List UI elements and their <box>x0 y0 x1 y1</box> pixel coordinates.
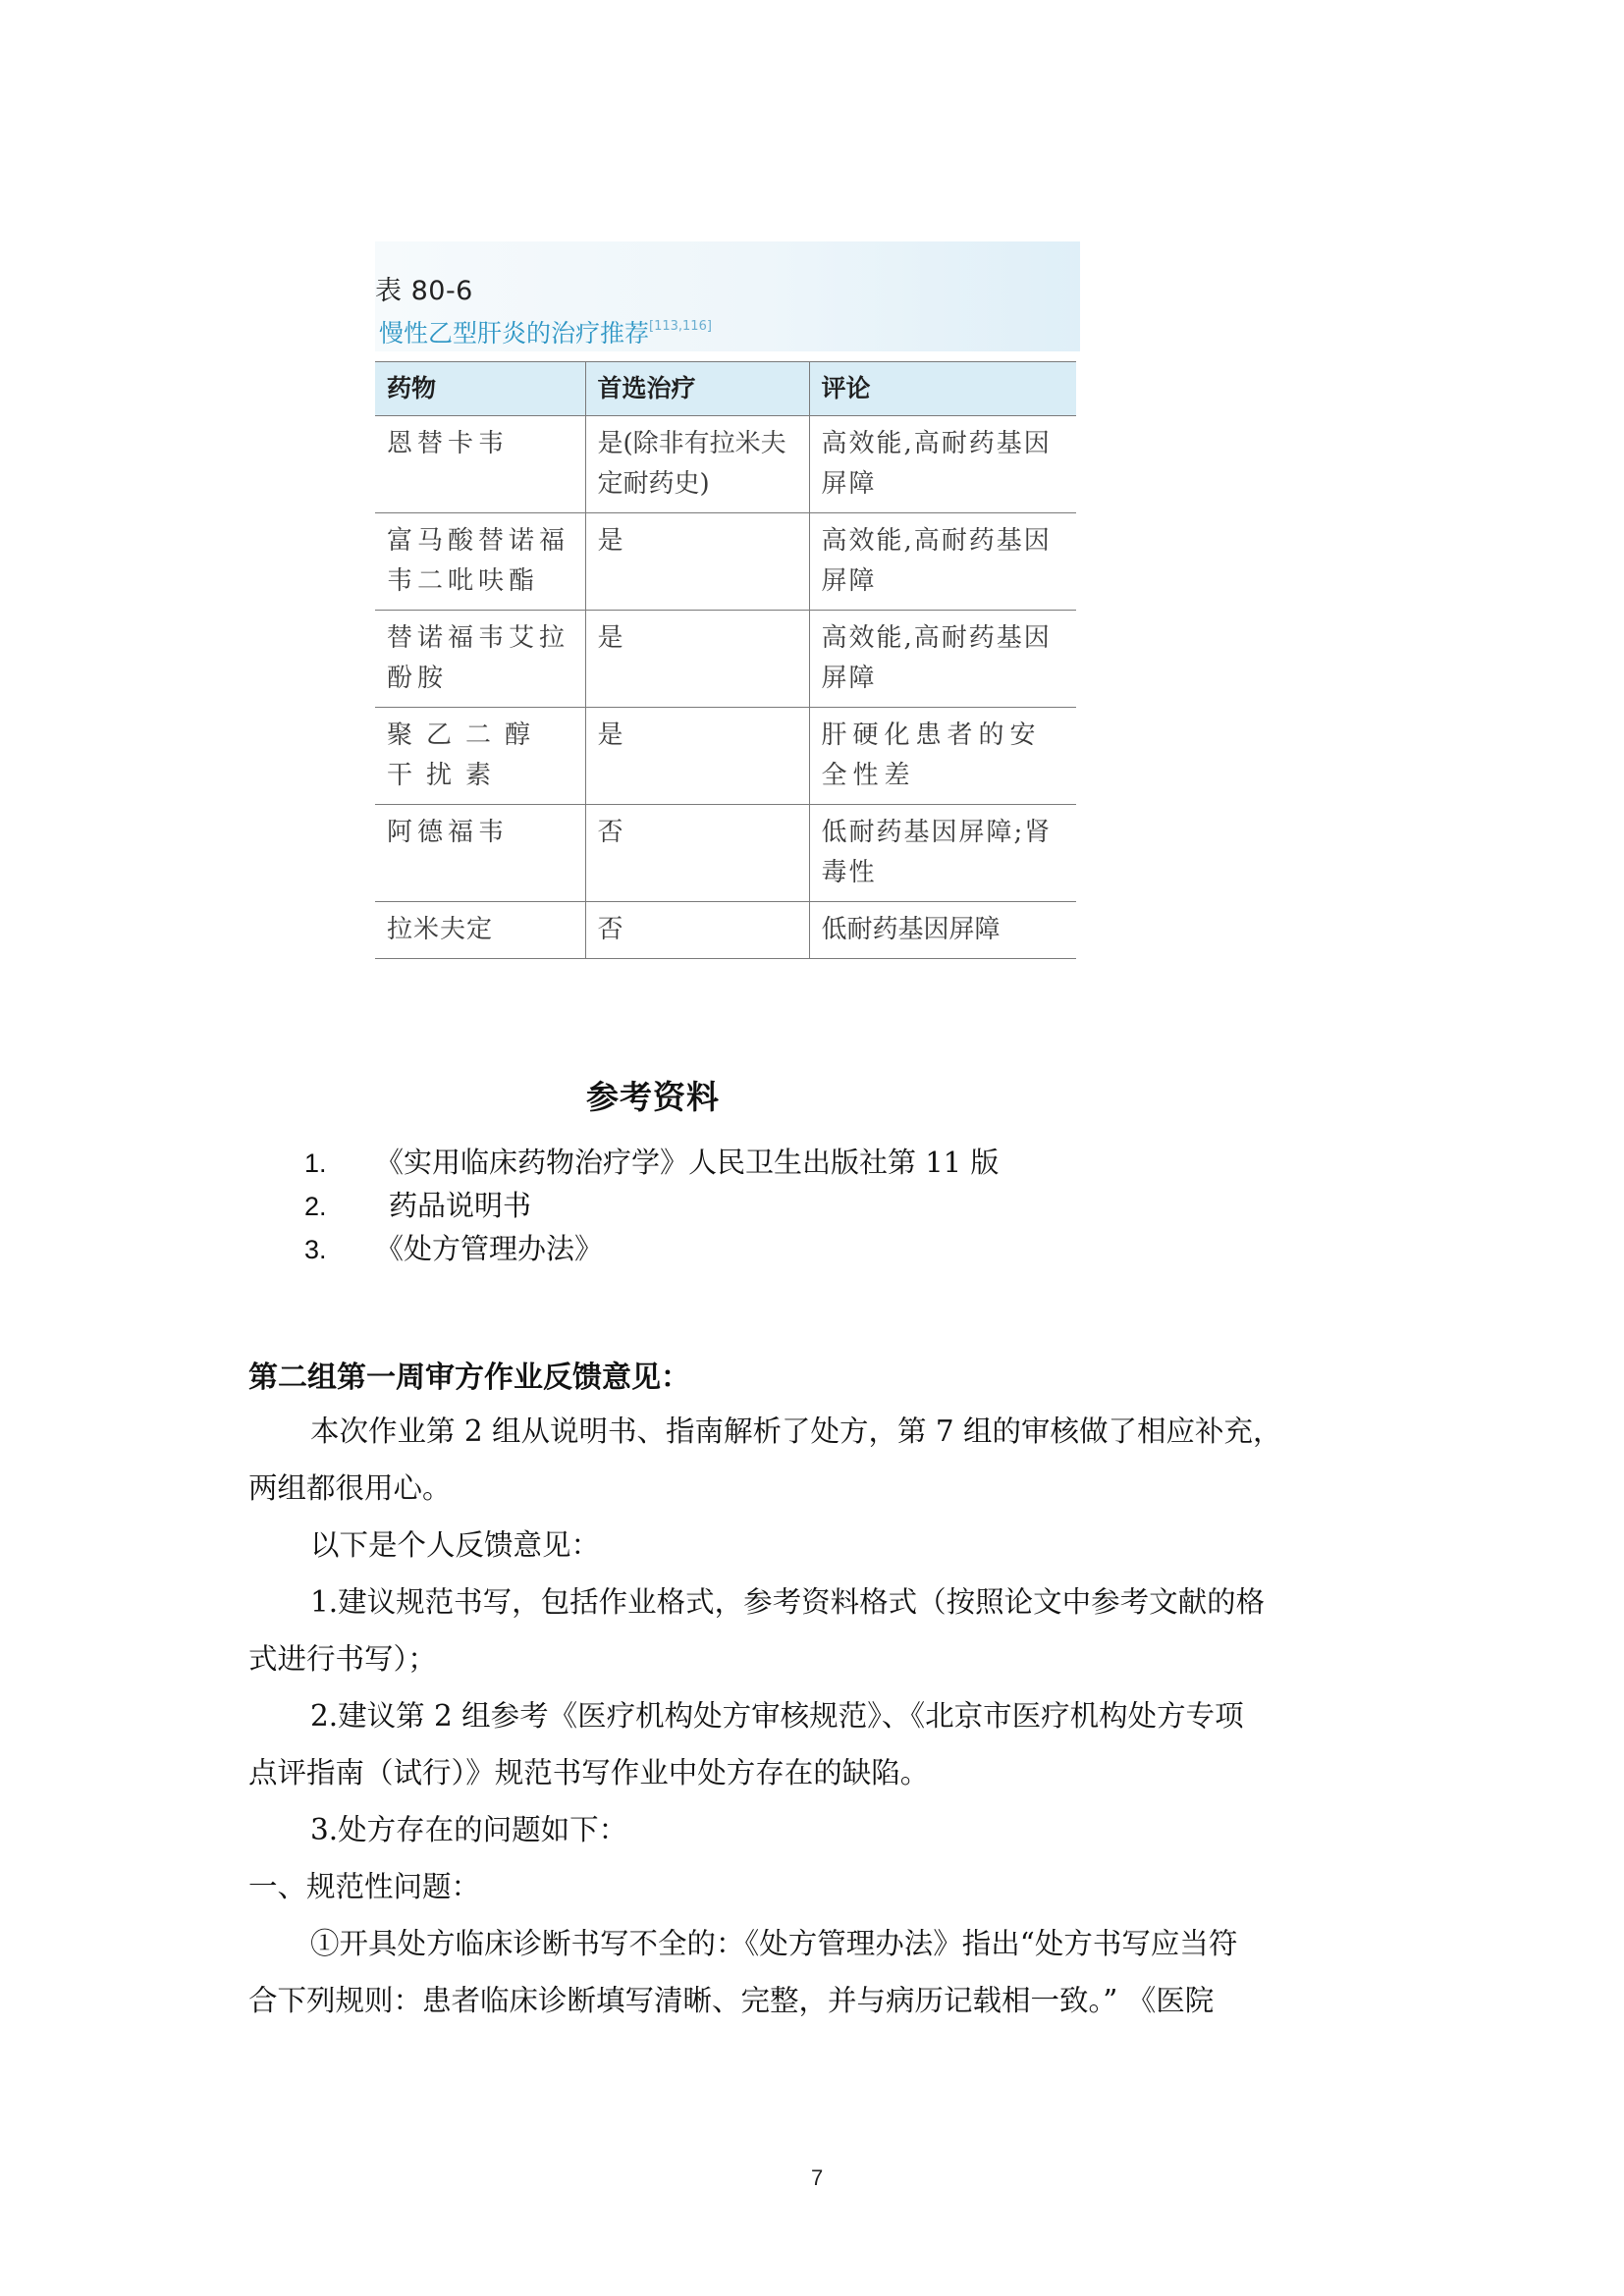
cell-drug: 拉米夫定 <box>375 902 585 959</box>
cell-first-line: 是 <box>585 513 809 611</box>
feedback-paragraph-4 <box>248 1687 1387 1801</box>
reference-number: 3. <box>304 1235 327 1264</box>
cell-comment: 肝硬化患者的安全性差 <box>809 708 1076 805</box>
reference-item <box>304 1227 999 1270</box>
text-line: ①开具处方临床诊断书写不全的：《处方管理办法》指出“处方书写应当符 <box>310 1927 1238 1960</box>
cell-comment: 高效能,高耐药基因屏障 <box>809 416 1076 513</box>
feedback-paragraph-7 <box>248 1915 1387 2029</box>
text-line: 式进行书写）； <box>248 1642 437 1676</box>
cell-drug: 富马酸替诺福韦二吡呋酯 <box>375 513 585 611</box>
text-line: 两组都很用心。 <box>248 1471 452 1505</box>
cell-drug: 阿德福韦 <box>375 805 585 902</box>
cell-comment: 低耐药基因屏障;肾毒性 <box>809 805 1076 902</box>
text-line: 以下是个人反馈意见： <box>310 1528 601 1562</box>
reference-number: 1. <box>304 1148 327 1178</box>
feedback-paragraph-6 <box>248 1858 1387 1915</box>
reference-text: 药品说明书 <box>389 1189 532 1222</box>
reference-text: 《处方管理办法》 <box>375 1232 604 1265</box>
feedback-paragraph-1 <box>248 1403 1387 1517</box>
feedback-paragraph-5 <box>248 1801 1387 1858</box>
cell-first-line: 是 <box>585 708 809 805</box>
feedback-title: 第二组第一周审方作业反馈意见： <box>248 1361 690 1395</box>
table-caption-text: 慢性乙型肝炎的治疗推荐 <box>379 319 650 347</box>
text-line: 1.建议规范书写，包括作业格式，参考资料格式（按照论文中参考文献的格 <box>310 1585 1266 1619</box>
text-line: 合下列规则：患者临床诊断填写清晰、完整，并与病历记载相一致。” 《医院 <box>248 1984 1215 2017</box>
cell-comment: 低耐药基因屏障 <box>809 902 1076 959</box>
cell-drug: 恩替卡韦 <box>375 416 585 513</box>
reference-number: 2. <box>304 1192 327 1221</box>
cell-first-line: 否 <box>585 902 809 959</box>
text-line: 2.建议第 2 组参考《医疗机构处方审核规范》、《北京市医疗机构处方专项 <box>310 1699 1244 1733</box>
references-list <box>304 1141 999 1270</box>
cell-comment: 高效能,高耐药基因屏障 <box>809 513 1076 611</box>
table-row <box>375 805 1076 902</box>
table-row <box>375 611 1076 708</box>
reference-item <box>304 1184 999 1227</box>
feedback-paragraph-3 <box>248 1574 1387 1687</box>
text-line: 本次作业第 2 组从说明书、指南解析了处方，第 7 组的审核做了相应补充， <box>310 1415 1282 1448</box>
header-drug: 药物 <box>375 362 585 416</box>
header-first-line: 首选治疗 <box>585 362 809 416</box>
table-caption-refs: [113,116] <box>649 319 712 334</box>
table-header-row <box>375 362 1076 416</box>
table-row <box>375 902 1076 959</box>
text-line: 一、规范性问题： <box>248 1870 481 1903</box>
treatment-table <box>375 361 1076 959</box>
reference-text: 《实用临床药物治疗学》人民卫生出版社第 11 版 <box>375 1146 1000 1179</box>
cell-first-line: 否 <box>585 805 809 902</box>
table-row <box>375 513 1076 611</box>
table-caption <box>379 314 712 349</box>
text-line: 点评指南（试行）》规范书写作业中处方存在的缺陷。 <box>248 1756 930 1789</box>
page-number: 7 <box>811 2165 824 2190</box>
feedback-body <box>248 1403 1387 2029</box>
cell-comment: 高效能,高耐药基因屏障 <box>809 611 1076 708</box>
table-row <box>375 416 1076 513</box>
table-number: 表 80-6 <box>375 276 473 306</box>
header-comment: 评论 <box>809 362 1076 416</box>
cell-first-line: 是(除非有拉米夫定耐药史) <box>585 416 809 513</box>
feedback-paragraph-2 <box>248 1517 1387 1574</box>
cell-first-line: 是 <box>585 611 809 708</box>
cell-drug: 聚乙二醇干扰素 <box>375 708 585 805</box>
table-row <box>375 708 1076 805</box>
text-line: 3.处方存在的问题如下： <box>310 1813 628 1846</box>
cell-drug: 替诺福韦艾拉酚胺 <box>375 611 585 708</box>
references-heading: 参考资料 <box>586 1078 720 1116</box>
reference-item <box>304 1141 999 1184</box>
table-figure <box>375 241 1080 978</box>
